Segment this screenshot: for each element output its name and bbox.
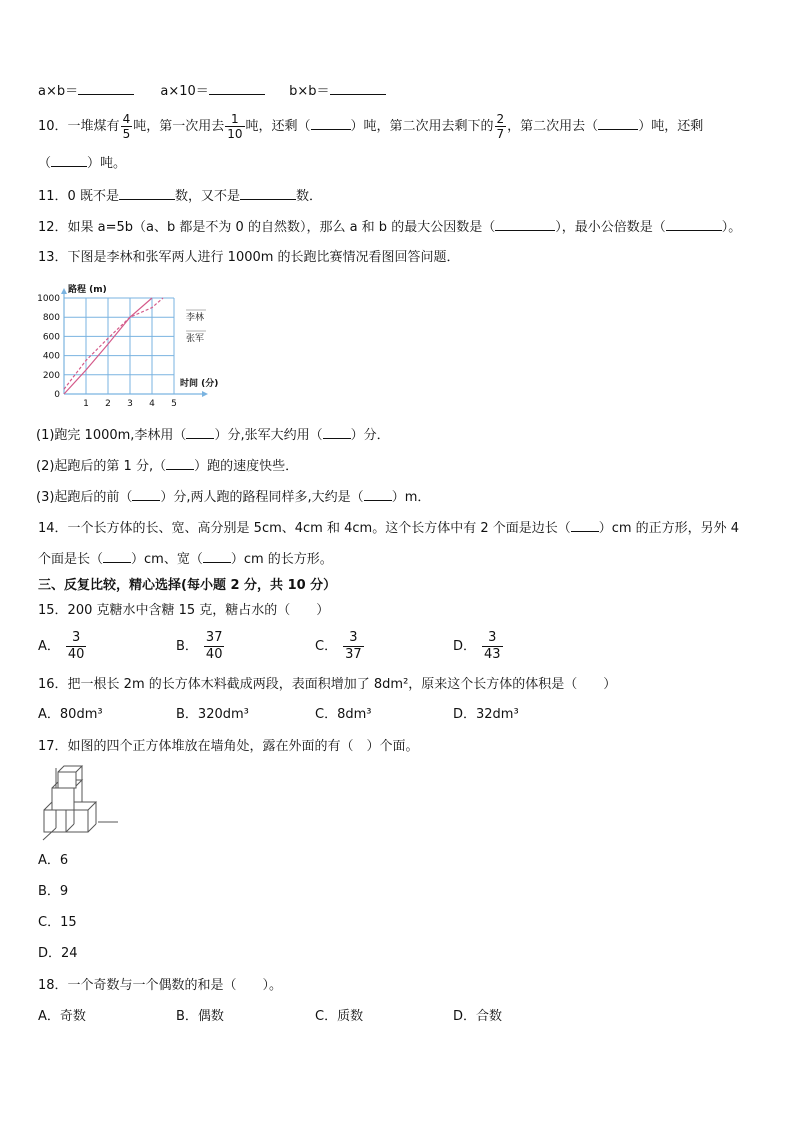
cube-stack-figure [38,764,120,844]
option-value: 奇数 [59,1009,86,1024]
q11-text: 0 既不是 [67,189,119,204]
q10-number: 10． [38,119,68,134]
q14-text: ）cm、宽（ [131,552,203,567]
y-axis-label: 路程 (m) [68,285,107,295]
x-tick-label: 5 [171,399,177,409]
q10-fraction-1: $\frac{4}{5}$ [122,112,131,141]
x-axis-arrow [202,391,208,397]
q13-sub3 [36,488,430,507]
q9-c-label: b×b＝ [289,84,330,99]
q16-option-c[interactable] [315,706,371,724]
option-fraction: $\frac{3}{40}$ [67,630,85,662]
q13-sub1-blank-1[interactable] [186,426,214,439]
q10-text: 吨，还剩（ [245,119,311,134]
q11-blank-1[interactable] [119,187,175,200]
y-tick-label: 1000 [37,294,60,304]
q14-blank-3[interactable] [203,550,231,563]
q14-text: 一个长方体的长、宽、高分别是 5cm、4cm 和 4cm。这个长方体中有 2 个面是边长（ [67,521,571,536]
option-label: C． [315,639,338,654]
q9-a-blank[interactable] [78,82,134,95]
q18-option-c[interactable] [315,1008,363,1026]
q10-text: （ [38,156,52,171]
option-value: 9 [59,884,69,899]
q10-blank-3[interactable] [51,154,87,167]
q16-option-b[interactable] [176,706,249,724]
option-value: 320dm³ [197,707,249,722]
q13-line [38,249,460,267]
q10-text: 吨，第一次用去 [133,119,225,134]
y-tick-label: 200 [42,370,60,381]
y-tick-label: 800 [42,313,60,324]
q17-number: 17． [38,739,68,754]
q10-text: ）吨。 [87,156,127,171]
option-label: B． [176,1009,198,1024]
q15-option-a[interactable] [38,630,87,663]
q13-sub2-text: ）跑的速度快些． [194,459,299,474]
q11-number: 11． [38,189,68,204]
option-value: 15 [60,915,77,930]
option-label: A． [38,707,60,722]
q9-row [38,82,386,101]
q13-sub2-text: (2)起跑后的第 1 分,（ [36,459,167,474]
q16-option-d[interactable] [453,706,519,724]
q14-blank-2[interactable] [103,550,131,563]
q12-text: ）。 [721,220,742,235]
option-value: 偶数 [197,1009,224,1024]
q11-blank-2[interactable] [240,187,296,200]
running-chart [30,280,230,410]
option-value: 80dm³ [59,707,103,722]
legend-label-2: 张军 [186,334,205,344]
x-tick-label: 3 [127,399,133,409]
q17-text: 如图的四个正方体堆放在墙角处，露在外面的有（ ）个面。 [67,739,419,754]
option-label: A． [38,1009,60,1024]
option-label: C． [315,707,338,722]
q13-sub1 [36,426,390,445]
q18-text: 一个奇数与一个偶数的和是（ ）。 [67,978,283,993]
x-tick-label: 2 [105,399,111,409]
q10-line1 [38,110,703,144]
q13-sub1-text: (1)跑完 1000m,李林用（ [36,428,187,443]
q13-sub3-text: ）m． [391,490,431,505]
q13-sub1-text: ）分． [350,428,390,443]
q13-number: 13． [38,250,68,265]
q15-text: 200 克糖水中含糖 15 克，糖占水的（ ） [67,603,330,618]
q18-option-a[interactable] [38,1008,86,1026]
q9-a-label: a×b＝ [38,84,79,99]
q10-line2 [38,154,126,173]
q13-sub1-blank-2[interactable] [323,426,351,439]
q12-line [38,218,741,237]
q12-blank-1[interactable] [495,218,555,231]
q17-option-b[interactable] [38,883,68,901]
q12-text: 如果 a=5b（a、b 都是不为 0 的自然数），那么 a 和 b 的最大公因数是（ [67,220,496,235]
q15-option-b[interactable] [176,630,225,663]
y-tick-label: 600 [42,332,60,343]
q10-fraction-2: $\frac{1}{10}$ [227,112,243,141]
q11-text: 数，又不是 [174,189,240,204]
section-3-heading: 三、反复比较，精心选择(每小题 2 分，共 10 分） [38,578,337,593]
option-label: D． [38,946,62,961]
q18-option-b[interactable] [176,1008,224,1026]
q11-text: 数． [295,189,322,204]
option-label: B． [38,884,60,899]
q18-line [38,977,282,995]
q18-option-d[interactable] [453,1008,502,1026]
q13-sub1-text: ）分,张军大约用（ [214,428,323,443]
q14-text: ）cm 的正方形，另外 4 [598,521,740,536]
q14-text: ）cm 的长方形。 [230,552,333,567]
option-label: D． [453,639,477,654]
y-tick-label: 400 [42,351,60,362]
q9-c-blank[interactable] [330,82,386,95]
q13-sub3-text: (3)起跑后的前（ [36,490,133,505]
q13-sub3-blank-2[interactable] [364,488,392,501]
q16-number: 16． [38,677,68,692]
legend-label-1: 李林 [186,313,205,323]
q13-sub3-blank-1[interactable] [132,488,160,501]
q17-line [38,738,419,756]
q17-option-c[interactable] [38,914,77,932]
q16-text: 把一根长 2m 的长方体木料截成两段，表面积增加了 8dm²，原来这个长方体的体积是（ ） [67,677,617,692]
option-label: D． [453,707,477,722]
q14-line1 [38,519,739,538]
q13-sub2 [36,457,298,476]
q18-number: 18． [38,978,68,993]
x-tick-label: 1 [83,399,89,409]
q10-blank-1[interactable] [311,117,351,130]
q15-option-d[interactable] [453,630,504,663]
q10-fraction-3: $\frac{2}{7}$ [496,112,505,141]
q10-text: ）吨，第二次用去剩下的 [350,119,494,134]
q12-text: ），最小公倍数是（ [555,220,666,235]
q10-text: 一堆煤有 [67,119,120,134]
q15-option-c[interactable] [315,630,365,663]
option-value: 质数 [337,1009,364,1024]
q16-line [38,676,616,694]
series-line-2 [64,298,163,389]
q16-option-a[interactable] [38,706,103,724]
q13-sub3-text: ）分,两人跑的路程同样多,大约是（ [160,490,364,505]
q9-b-blank[interactable] [209,82,265,95]
option-label: B． [176,707,198,722]
option-value: 32dm³ [476,707,519,722]
q12-blank-2[interactable] [666,218,722,231]
q14-number: 14． [38,521,68,536]
q10-text: ，第二次用去（ [507,119,599,134]
option-label: D． [453,1009,477,1024]
option-value: 8dm³ [337,707,372,722]
q10-text: ）吨，还剩 [638,119,704,134]
q14-line2 [38,550,333,569]
x-axis-label: 时间 (分) [180,379,219,389]
option-value: 合数 [476,1009,503,1024]
option-value: 24 [61,946,78,961]
x-tick-label: 4 [149,399,155,409]
q14-blank-1[interactable] [571,519,599,532]
option-value: 6 [59,853,69,868]
q15-number: 15． [38,603,68,618]
option-label: C． [315,1009,338,1024]
option-label: B． [176,639,198,654]
q17-option-d[interactable] [38,945,78,963]
q13-sub2-blank[interactable] [166,457,194,470]
q17-option-a[interactable] [38,852,68,870]
option-label: C． [38,915,61,930]
q14-text: 个面是长（ [38,552,104,567]
q9-b-label: a×10＝ [160,84,209,99]
q15-line [38,602,329,620]
q13-text: 下图是李林和张军两人进行 1000m 的长跑比赛情况看图回答问题． [67,250,460,265]
option-fraction: $\frac{37}{40}$ [205,630,223,662]
q12-number: 12． [38,220,68,235]
option-fraction: $\frac{3}{43}$ [484,630,501,662]
option-label: A． [38,639,60,654]
option-fraction: $\frac{3}{37}$ [345,630,362,662]
q10-blank-2[interactable] [598,117,638,130]
option-label: A． [38,853,60,868]
q11-line [38,187,322,206]
y-tick-label: 0 [54,390,60,400]
y-axis-arrow [61,288,67,294]
